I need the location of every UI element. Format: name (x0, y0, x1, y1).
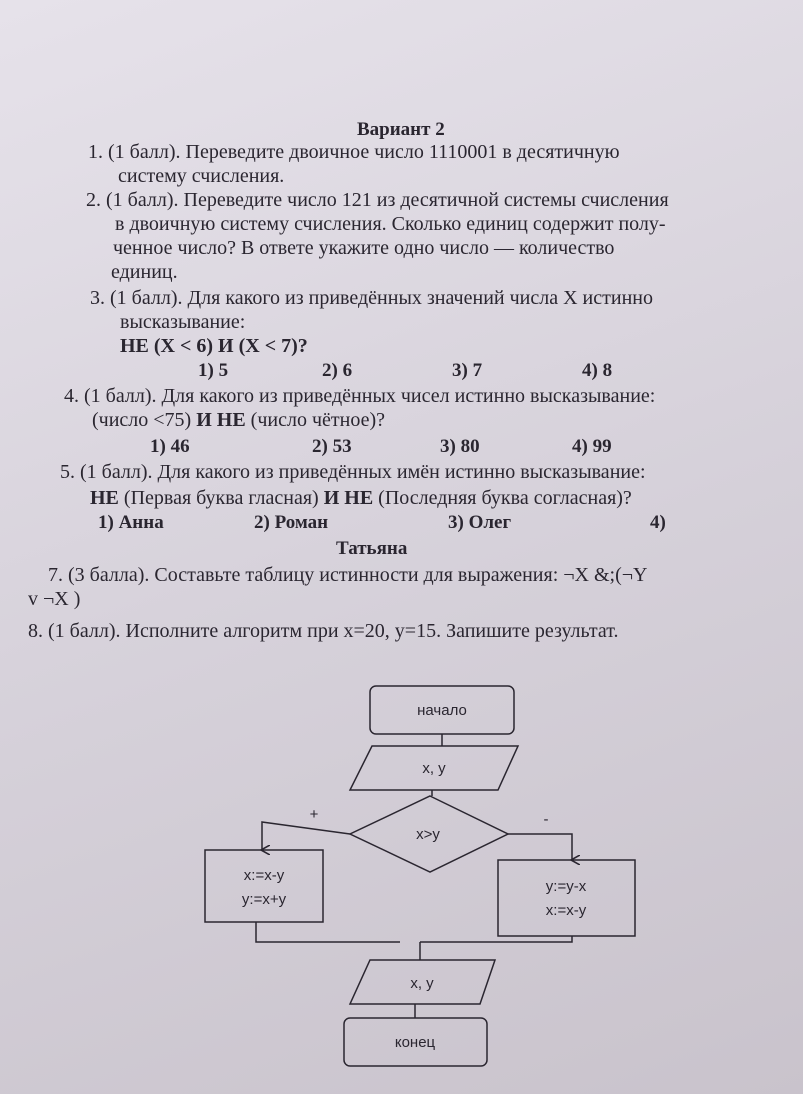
no-step-2: x:=x-y (545, 902, 587, 919)
q2-line2: в двоичную систему счисления. Сколько единиц содержит полу- (115, 213, 666, 235)
yes-step-2: y:=x+y (241, 891, 287, 908)
q2-line3: ченное число? В ответе укажите одно число — количество (113, 237, 615, 259)
variant-title: Вариант 2 (357, 119, 445, 140)
q3-line1: 3. (1 балл). Для какого из приведённых значений числа X истинно (90, 287, 653, 309)
q5-option-2: 2) Роман (254, 512, 329, 533)
output-label: x, y (410, 975, 434, 992)
q3-option-1: 1) 5 (198, 360, 229, 381)
q7-line1: 7. (3 балла). Составьте таблицу истинности для выражения: ¬X &;(¬Y (48, 564, 648, 586)
no-step-1: y:=y-x (545, 878, 587, 895)
q5-option-1: 1) Анна (98, 512, 164, 533)
q2-line1: 2. (1 балл). Переведите число 121 из десятичной системы счисления (86, 189, 669, 211)
q5-line2: НЕ (Первая буква гласная) И НЕ (Последняя буква согласная)? (90, 487, 632, 509)
yes-step-1: x:=x-y (243, 867, 285, 884)
q4-option-2: 2) 53 (312, 436, 352, 457)
q3-option-4: 4) 8 (582, 360, 613, 381)
no-branch-arrow (508, 834, 572, 860)
q3-expression: НЕ (X < 6) И (X < 7)? (120, 335, 308, 357)
q3-line2: высказывание: (120, 311, 246, 333)
q3-option-3: 3) 7 (452, 360, 483, 381)
q4-line2: (число <75) И НЕ (число чётное)? (92, 409, 385, 431)
q7-line2: v ¬X ) (28, 588, 81, 610)
q4-option-4: 4) 99 (572, 436, 612, 457)
no-process-box (498, 860, 635, 936)
q1-line1: 1. (1 балл). Переведите двоичное число 1110001 в десятичную (88, 141, 620, 163)
no-branch-label: - (543, 811, 549, 828)
q5-line1: 5. (1 балл). Для какого из приведённых имён истинно высказывание: (60, 461, 646, 483)
end-label: конец (394, 1034, 436, 1051)
condition-label: x>y (416, 826, 440, 843)
yes-branch-label: + (309, 806, 319, 823)
yes-process-box (205, 850, 323, 922)
q1-line2: систему счисления. (118, 165, 285, 187)
input-label: x, y (422, 760, 446, 777)
q3-option-2: 2) 6 (322, 360, 353, 381)
merge-line-left (256, 922, 400, 942)
q2-line4: единиц. (111, 261, 178, 283)
q5-option-3: 3) Олег (448, 512, 512, 533)
q4-option-3: 3) 80 (440, 436, 480, 457)
q5-option-4: 4) (650, 512, 666, 533)
q8-line1: 8. (1 балл). Исполните алгоритм при x=20, y=15. Запишите результат. (28, 620, 619, 642)
merge-line-right (420, 936, 572, 942)
q5-option-4-continued: Татьяна (336, 538, 408, 559)
start-label: начало (417, 702, 467, 719)
yes-branch-arrow (262, 822, 350, 850)
q4-option-1: 1) 46 (150, 436, 190, 457)
q4-line1: 4. (1 балл). Для какого из приведённых чисел истинно высказывание: (64, 385, 656, 407)
